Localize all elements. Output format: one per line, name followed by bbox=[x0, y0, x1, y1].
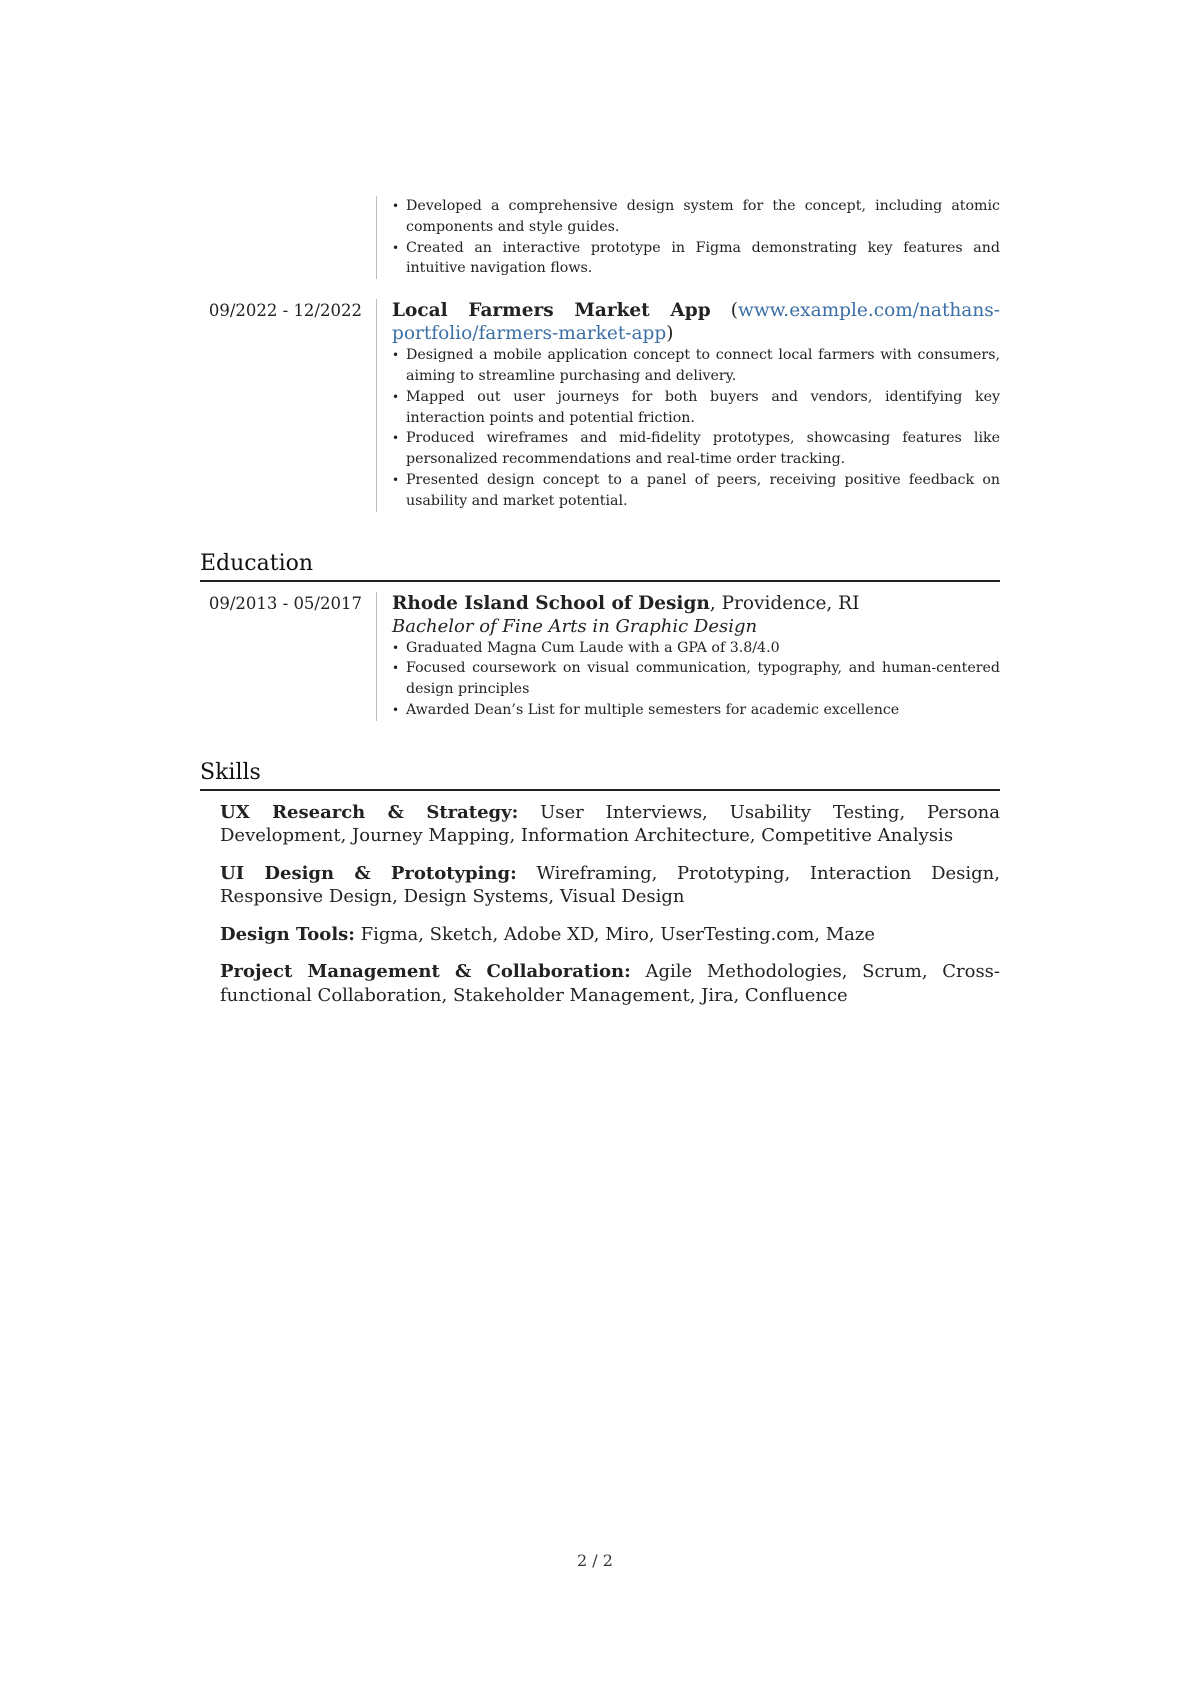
skills-list bbox=[200, 801, 1000, 1008]
list-item: • Mapped out user journeys for both buyers and vendors, identifying key interaction points and potential friction. bbox=[392, 387, 1000, 429]
skill-value: Wireframing, Prototyping, Interaction Design, Responsive Design, Design Systems, Visual Design bbox=[220, 862, 1000, 908]
skill-row bbox=[220, 923, 1000, 947]
entry-date: 09/2022 - 12/2022 bbox=[208, 301, 362, 321]
skill-label: Project Management & Collaboration: bbox=[220, 961, 631, 983]
section-heading-skills: Skills bbox=[200, 759, 1000, 791]
education-section bbox=[200, 550, 1000, 721]
list-item: • Produced wireframes and mid-fidelity prototypes, showcasing features like personalized recommendations and real-time order tracking. bbox=[392, 428, 1000, 470]
project-link[interactable]: www.example.com/nathans-portfolio/farmers-market-app bbox=[392, 300, 1000, 345]
skill-value: User Interviews, Usability Testing, Persona Development, Journey Mapping, Information Architecture, Competitive Analysis bbox=[220, 801, 1000, 847]
skill-label: Design Tools: bbox=[220, 923, 355, 945]
page-number: 2 / 2 bbox=[577, 1551, 613, 1570]
skills-section bbox=[200, 759, 1000, 1008]
bullet-list bbox=[392, 345, 1000, 511]
degree: Bachelor of Fine Arts in Graphic Design bbox=[392, 615, 758, 637]
project-entry-continued bbox=[200, 196, 1000, 279]
entry-date bbox=[200, 196, 376, 279]
entry-body bbox=[376, 592, 1000, 721]
resume-content bbox=[200, 196, 1000, 1021]
skill-label: UX Research & Strategy: bbox=[220, 801, 519, 823]
skill-label: UI Design & Prototyping: bbox=[220, 862, 517, 884]
list-item: • Presented design concept to a panel of peers, receiving positive feedback on usability and market potential. bbox=[392, 470, 1000, 512]
bullet-list bbox=[392, 638, 1000, 721]
project-entry-farmers-market bbox=[200, 299, 1000, 511]
skill-value: Agile Methodologies, Scrum, Cross-functional Collaboration, Stakeholder Management, Jira, Confluence bbox=[220, 961, 1000, 1006]
list-item: • Developed a comprehensive design system for the concept, including atomic components and style guides. bbox=[392, 196, 1000, 238]
list-item: • Awarded Dean’s List for multiple semesters for academic excellence bbox=[392, 700, 1000, 721]
paren-close: ) bbox=[666, 323, 674, 345]
list-item: • Graduated Magna Cum Laude with a GPA of 3.8/4.0 bbox=[392, 638, 1000, 659]
entry-body bbox=[376, 299, 1000, 511]
skill-row bbox=[220, 862, 1000, 909]
entry-body bbox=[376, 196, 1000, 279]
skill-row bbox=[220, 801, 1000, 848]
entry-title-line bbox=[392, 592, 1000, 615]
paren-open: ( bbox=[730, 300, 738, 322]
list-item: • Created an interactive prototype in Figma demonstrating key features and intuitive navigation flows. bbox=[392, 238, 1000, 280]
project-title: Local Farmers Market App bbox=[392, 300, 711, 322]
list-item: • Focused coursework on visual communication, typography, and human-centered design principles bbox=[392, 658, 1000, 700]
entry-title-line bbox=[392, 299, 1000, 345]
skill-row bbox=[220, 960, 1000, 1007]
skill-value: Figma, Sketch, Adobe XD, Miro, UserTesting.com, Maze bbox=[354, 923, 876, 945]
education-entry bbox=[200, 592, 1000, 721]
school-location: , Providence, RI bbox=[709, 592, 860, 614]
entry-date: 09/2013 - 05/2017 bbox=[208, 593, 362, 613]
section-heading-education: Education bbox=[200, 550, 1000, 582]
list-item: • Designed a mobile application concept to connect local farmers with consumers, aiming to streamline purchasing and delivery. bbox=[392, 345, 1000, 387]
school-name: Rhode Island School of Design bbox=[392, 592, 710, 614]
bullet-list bbox=[392, 196, 1000, 279]
